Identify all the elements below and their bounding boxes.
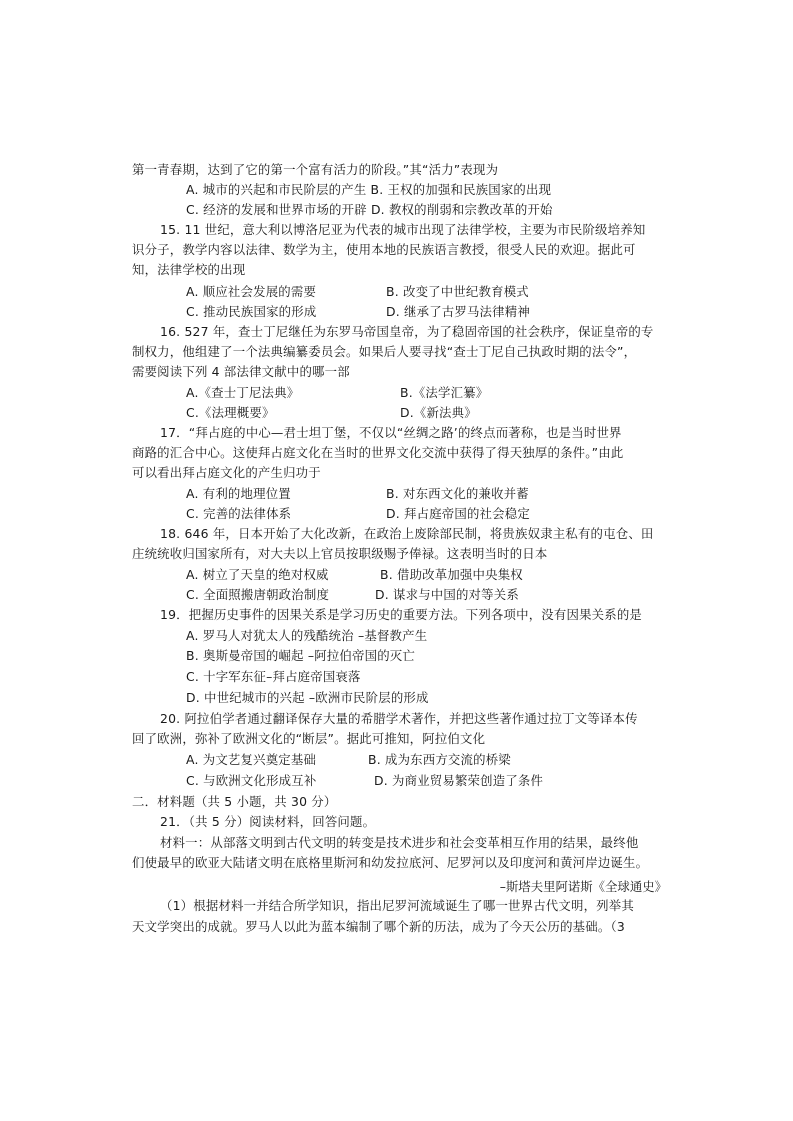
option-c: C.《法理概要》 [186,405,275,420]
text-line: 们使最早的欧亚大陆诸文明在底格里斯河和幼发拉底河、尼罗河以及印度河和黄河岸边诞生。 [132,855,649,870]
material-one: 材料一：从部落文明到古代文明的转变是技术进步和社会变革相互作用的结果，最终他 [160,835,639,850]
option-a: A. 罗马人对犹太人的残酷统治 –基督教产生 [186,628,428,643]
option-b: B. 对东西文化的兼收并蓄 [386,486,529,501]
option-d: D. 中世纪城市的兴起 –欧洲市民阶层的形成 [186,690,429,705]
source-citation: –斯塔夫里阿诺斯《全球通史》 [499,879,667,894]
option-c: C. 完善的法律体系 [186,506,292,521]
option-d: D. 拜占庭帝国的社会稳定 [386,506,530,521]
text-line: 需要阅读下列 4 部法律文献中的哪一部 [132,364,350,379]
question-18: 18. 646 年，日本开始了大化改新，在政治上废除部民制，将贵族奴隶主私有的屯仓、田 [160,526,654,541]
question-19: 19．把握历史事件的因果关系是学习历史的重要方法。下列各项中，没有因果关系的是 [160,607,643,622]
option-c: C. 推动民族国家的形成 [186,304,317,319]
text-line: 识分子，教学内容以法律、数学为主，使用本地的民族语言教授，很受人民的欢迎。据此可 [132,242,636,257]
option-c: C. 与欧洲文化形成互补 [186,773,317,788]
text-line: 知，法律学校的出现 [132,262,246,277]
option-a: A. 为文艺复兴奠定基础 [186,752,317,767]
question-16: 16. 527 年，查士丁尼继任为东罗马帝国皇帝，为了稳固帝国的社会秩序，保证皇帝的专 [160,324,654,339]
option-b: B. 奥斯曼帝国的崛起 –阿拉伯帝国的灭亡 [186,648,415,663]
option-b: B.《法学汇纂》 [400,385,489,400]
section-heading: 二．材料题（共 5 小题，共 30 分） [132,794,337,809]
text-line: 可以看出拜占庭文化的产生归功于 [132,465,321,480]
question-21: 21．（共 5 分）阅读材料，回答问题。 [160,814,376,829]
option-line: C. 经济的发展和世界市场的开辟 D. 教权的削弱和宗教改革的开始 [186,202,553,217]
text-line: 商路的汇合中心。这使拜占庭文化在当时的世界文化交流中获得了得天独厚的条件。”由此 [132,445,624,460]
option-b: B. 成为东西方交流的桥梁 [368,752,511,767]
text-line: 第一青春期，达到了它的第一个富有活力的阶段。”其“活力”表现为 [132,162,499,177]
text-line: 庄统统收归国家所有，对大夫以上官员按职级赐予俸禄。这表明当时的日本 [132,546,548,561]
option-d: D. 继承了古罗马法律精神 [386,304,530,319]
question-17: 17．“拜占庭的中心—君士坦丁堡，不仅以“丝绸之路’的终点而著称，也是当时世界 [160,425,622,440]
option-a: A. 树立了天皇的绝对权威 [186,567,329,582]
option-line: A. 城市的兴起和市民阶层的产生 B. 王权的加强和民族国家的出现 [186,182,552,197]
option-d: D. 为商业贸易繁荣创造了条件 [374,773,544,788]
option-a: A.《查士丁尼法典》 [186,385,300,400]
text-line: 制权力，他组建了一个法典编纂委员会。如果后人要寻找“查士丁尼自己执政时期的法令”， [132,344,637,359]
option-a: A. 顺应社会发展的需要 [186,284,317,299]
option-b: B. 借助改革加强中央集权 [380,567,523,582]
sub-question: （1）根据材料一并结合所学知识，指出尼罗河流域诞生了哪一世界古代文明，列举其 [160,898,634,913]
text-line: 回了欧洲，弥补了欧洲文化的“断层”。据此可推知，阿拉伯文化 [132,731,486,746]
text-line: 天文学突出的成就。罗马人以此为蓝本编制了哪个新的历法，成为了今天公历的基础。（3 [132,919,625,934]
question-20: 20. 阿拉伯学者通过翻译保存大量的希腊学术著作，并把这些著作通过拉丁文等译本传 [160,711,638,726]
question-15: 15. 11 世纪，意大利以博洛尼亚为代表的城市出现了法律学校，主要为市民阶级培养知 [160,222,646,237]
option-c: C. 十字军东征–拜占庭帝国衰落 [186,669,361,684]
option-a: A. 有利的地理位置 [186,486,291,501]
option-d: D. 谋求与中国的对等关系 [375,587,519,602]
option-d: D.《新法典》 [400,405,477,420]
option-c: C. 全面照搬唐朝政治制度 [186,587,330,602]
option-b: B. 改变了中世纪教育模式 [386,284,529,299]
